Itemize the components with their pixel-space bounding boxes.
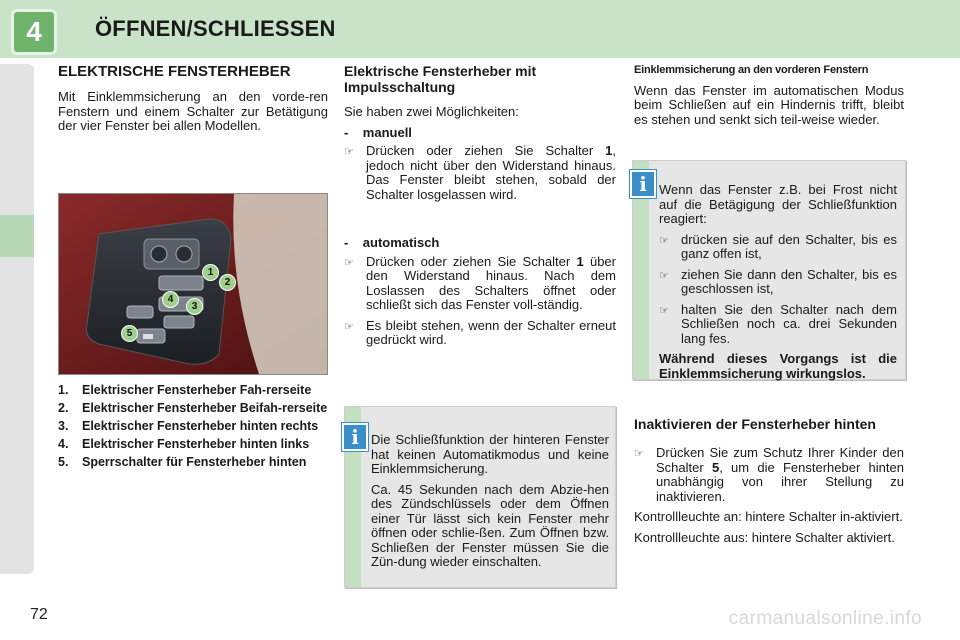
switch-legend — [58, 383, 328, 473]
info-rear-p2: Ca. 45 Sekunden nach dem Abzie-hen des Zündschlüssels oder dem Öffnen einer Tür lässt sich kein Fenster mehr öffnen oder schlie-ßen. Zum Öffnen bzw. Schließen der Fenster müssen Sie die Zün-dung wieder einschalten. — [371, 481, 609, 569]
side-tab — [0, 215, 34, 257]
auto-label: automatisch — [362, 235, 440, 250]
info-frost-bullets — [659, 233, 897, 347]
pointing-hand-icon: ☞ — [344, 256, 354, 269]
chapter-number: 4 — [14, 12, 54, 52]
manual-label-row — [344, 126, 616, 141]
info-frost-note: Während dieses Vorgangs ist die Einklemmsicherung wirkungslos. — [659, 351, 897, 381]
impulse-heading: Elektrische Fensterheber mit Impulsschaltung — [344, 63, 537, 95]
info-rear-content — [371, 433, 609, 576]
intro-text: Mit Einklemmsicherung an den vorde-ren Fenstern und einem Schalter zur Betätigung der vier Fenster bei allen Modellen. — [58, 89, 328, 133]
lamp-on-text: Kontrollleuchte an: hintere Schalter in-aktiviert. — [634, 509, 903, 524]
pointing-hand-icon: ☞ — [344, 146, 354, 158]
legend-text: Elektrischer Fensterheber hinten links — [82, 437, 310, 451]
auto-instruction — [344, 255, 616, 313]
dash-marker: - — [344, 235, 349, 250]
callout-marker-5: 5 — [121, 325, 138, 342]
window-switch-panel-illustration — [58, 193, 328, 375]
info-box-frost — [632, 160, 906, 380]
legend-item — [58, 419, 328, 433]
legend-text: Sperrschalter für Fensterheber hinten — [82, 455, 307, 469]
lamp-off-text: Kontrollleuchte aus: hintere Schalter aktiviert. — [634, 529, 895, 545]
info-icon: i — [342, 423, 368, 451]
callout-marker-1: 1 — [202, 264, 219, 281]
column-1 — [58, 63, 328, 140]
column-2 — [344, 63, 616, 354]
info-frost-content — [659, 183, 897, 387]
info-box-rear-windows — [344, 406, 616, 588]
legend-number: 5. — [58, 455, 69, 469]
callout-marker-2: 2 — [219, 274, 236, 291]
manual-instruction — [344, 144, 616, 202]
info-frost-bullet — [659, 268, 897, 297]
info-frost-bullet-text: halten Sie den Schalter nach dem Schließen noch ca. drei Sekunden lang fes. — [681, 301, 897, 346]
deactivate-switch-ref: 5 — [711, 459, 720, 475]
legend-number: 3. — [58, 419, 69, 433]
page-title: ÖFFNEN/SCHLIESSEN — [95, 16, 336, 41]
legend-item — [58, 401, 328, 415]
pointing-hand-icon: ☞ — [659, 269, 669, 282]
legend-number: 1. — [58, 383, 69, 397]
anti-pinch-text: Wenn das Fenster im automatischen Modus beim Schließen auf ein Hindernis trifft, bleibt es stehen und senkt sich teil-weise wieder. — [634, 82, 904, 127]
manual-label: manuell — [362, 124, 412, 140]
pointing-hand-icon: ☞ — [659, 304, 669, 317]
info-icon: i — [630, 170, 656, 198]
legend-item — [58, 455, 328, 469]
dash-marker: - — [344, 124, 349, 140]
auto-label-row — [344, 236, 616, 251]
manual-switch-ref: 1 — [605, 143, 613, 158]
section-heading: ELEKTRISCHE FENSTERHEBER — [58, 63, 291, 80]
legend-text: Elektrischer Fensterheber Fah-rerseite — [82, 383, 312, 397]
deactivate-instruction — [634, 446, 904, 504]
auto-text-b: über den Widerstand hinaus. Nach dem Loslassen des Schalters öffnet oder schließt sich das Fenster voll-ständig. — [366, 253, 616, 312]
options-intro: Sie haben zwei Möglichkeiten: — [344, 104, 519, 119]
info-frost-bullet-text: drücken sie auf den Schalter, bis es ganz offen ist, — [681, 231, 897, 261]
callout-marker-4: 4 — [162, 291, 179, 308]
auto-switch-ref: 1 — [576, 253, 584, 269]
legend-number: 2. — [58, 401, 69, 415]
manual-text-b: , jedoch nicht über den Widerstand hinaus. Das Fenster bleibt stehen, sobald der Schalter losgelassen wird. — [366, 143, 616, 202]
pointing-hand-icon: ☞ — [659, 234, 669, 247]
pointing-hand-icon: ☞ — [634, 448, 644, 460]
info-frost-bullet — [659, 303, 897, 347]
anti-pinch-heading: Einklemmsicherung an den vorderen Fenstern — [634, 64, 869, 76]
legend-item — [58, 437, 328, 451]
auto-text-a: Drücken oder ziehen Sie Schalter — [366, 253, 577, 269]
info-frost-bullet — [659, 233, 897, 262]
info-frost-intro: Wenn das Fenster z.B. bei Frost nicht auf die Betägigung der Schließfunktion reagiert: — [659, 182, 897, 226]
manual-text-a: Drücken oder ziehen Sie Schalter — [366, 143, 606, 158]
legend-number: 4. — [58, 437, 69, 451]
deactivate-text-b: , um die Fensterheber hinten unabhängig von ihrer Stellung zu inaktivieren. — [656, 459, 904, 504]
pointing-hand-icon: ☞ — [344, 320, 354, 333]
deactivate-heading: Inaktivieren der Fensterheber hinten — [634, 416, 876, 432]
legend-text: Elektrischer Fensterheber hinten rechts — [82, 419, 319, 433]
column-3-top — [634, 63, 904, 133]
deactivate-text-a: Drücken Sie zum Schutz Ihrer Kinder den Schalter — [656, 445, 904, 475]
legend-text: Elektrischer Fensterheber Beifah-rerseite — [82, 401, 328, 415]
watermark: carmanualsonline.info — [728, 608, 922, 629]
auto-stop-text: Es bleibt stehen, wenn der Schalter erneut gedrückt wird. — [366, 317, 616, 347]
side-strip — [0, 64, 34, 574]
info-rear-p1: Die Schließfunktion der hinteren Fenster hat keinen Automatikmodus und keine Einklemmsicherung. — [371, 432, 609, 476]
legend-item — [58, 383, 328, 397]
column-3-bottom — [634, 416, 904, 551]
info-frost-bullet-text: ziehen Sie dann den Schalter, bis es geschlossen ist, — [681, 266, 897, 296]
switch-panel-graphic — [59, 194, 327, 374]
page-number: 72 — [30, 606, 48, 623]
callout-marker-3: 3 — [186, 298, 203, 315]
auto-stop-instruction — [344, 319, 616, 348]
